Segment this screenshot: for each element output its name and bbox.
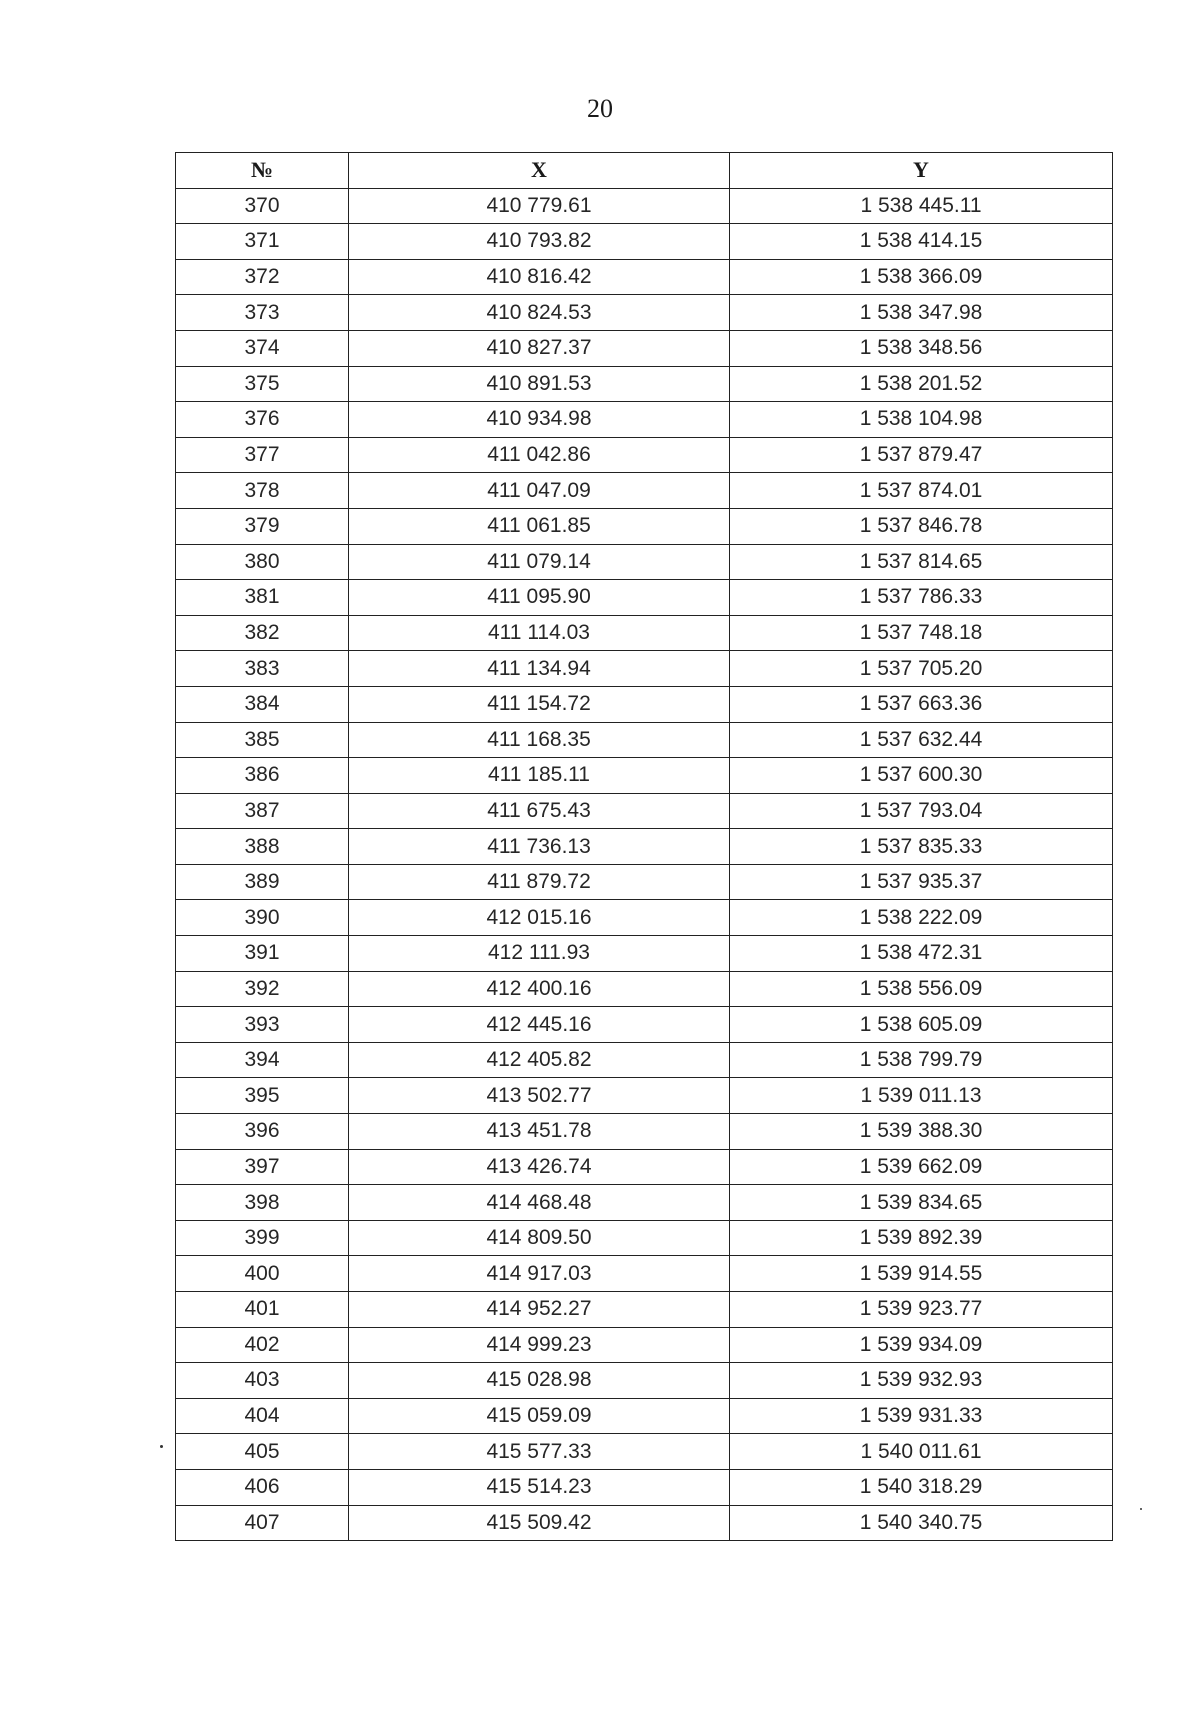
cell-number: 393 bbox=[176, 1007, 349, 1043]
cell-y: 1 538 556.09 bbox=[730, 971, 1113, 1007]
table-row bbox=[176, 1505, 1113, 1541]
cell-number: 372 bbox=[176, 259, 349, 295]
cell-number: 402 bbox=[176, 1327, 349, 1363]
cell-y: 1 537 663.36 bbox=[730, 686, 1113, 722]
cell-x: 411 042.86 bbox=[349, 437, 730, 473]
cell-x: 413 451.78 bbox=[349, 1114, 730, 1150]
cell-number: 377 bbox=[176, 437, 349, 473]
cell-y: 1 538 348.56 bbox=[730, 330, 1113, 366]
cell-x: 411 168.35 bbox=[349, 722, 730, 758]
table-row bbox=[176, 580, 1113, 616]
cell-y: 1 539 834.65 bbox=[730, 1185, 1113, 1221]
table-row bbox=[176, 971, 1113, 1007]
table-row bbox=[176, 722, 1113, 758]
cell-number: 385 bbox=[176, 722, 349, 758]
cell-x: 411 079.14 bbox=[349, 544, 730, 580]
cell-y: 1 538 222.09 bbox=[730, 900, 1113, 936]
table-row bbox=[176, 1434, 1113, 1470]
table-row bbox=[176, 1078, 1113, 1114]
cell-x: 410 793.82 bbox=[349, 224, 730, 260]
cell-number: 371 bbox=[176, 224, 349, 260]
cell-number: 400 bbox=[176, 1256, 349, 1292]
cell-number: 383 bbox=[176, 651, 349, 687]
cell-number: 401 bbox=[176, 1292, 349, 1328]
cell-x: 414 999.23 bbox=[349, 1327, 730, 1363]
table-row bbox=[176, 259, 1113, 295]
cell-x: 410 934.98 bbox=[349, 402, 730, 438]
cell-y: 1 537 793.04 bbox=[730, 793, 1113, 829]
cell-number: 405 bbox=[176, 1434, 349, 1470]
page-number: 20 bbox=[587, 94, 613, 123]
cell-y: 1 537 705.20 bbox=[730, 651, 1113, 687]
cell-y: 1 539 662.09 bbox=[730, 1149, 1113, 1185]
cell-number: 387 bbox=[176, 793, 349, 829]
cell-x: 411 047.09 bbox=[349, 473, 730, 509]
cell-y: 1 539 011.13 bbox=[730, 1078, 1113, 1114]
table-row bbox=[176, 1363, 1113, 1399]
cell-number: 403 bbox=[176, 1363, 349, 1399]
cell-x: 415 514.23 bbox=[349, 1469, 730, 1505]
cell-number: 374 bbox=[176, 330, 349, 366]
table-row bbox=[176, 508, 1113, 544]
cell-y: 1 539 892.39 bbox=[730, 1220, 1113, 1256]
table-row bbox=[176, 686, 1113, 722]
header-y: Y bbox=[730, 153, 1113, 189]
cell-x: 412 400.16 bbox=[349, 971, 730, 1007]
table-row bbox=[176, 1469, 1113, 1505]
cell-y: 1 537 786.33 bbox=[730, 580, 1113, 616]
table-row bbox=[176, 1185, 1113, 1221]
cell-x: 411 154.72 bbox=[349, 686, 730, 722]
cell-number: 390 bbox=[176, 900, 349, 936]
cell-y: 1 537 600.30 bbox=[730, 758, 1113, 794]
cell-y: 1 538 104.98 bbox=[730, 402, 1113, 438]
cell-y: 1 539 923.77 bbox=[730, 1292, 1113, 1328]
cell-y: 1 538 799.79 bbox=[730, 1042, 1113, 1078]
cell-number: 394 bbox=[176, 1042, 349, 1078]
cell-number: 373 bbox=[176, 295, 349, 331]
cell-y: 1 540 318.29 bbox=[730, 1469, 1113, 1505]
cell-x: 411 095.90 bbox=[349, 580, 730, 616]
cell-number: 397 bbox=[176, 1149, 349, 1185]
cell-x: 412 015.16 bbox=[349, 900, 730, 936]
table-row bbox=[176, 224, 1113, 260]
cell-x: 414 468.48 bbox=[349, 1185, 730, 1221]
cell-x: 412 445.16 bbox=[349, 1007, 730, 1043]
table-row bbox=[176, 473, 1113, 509]
cell-number: 392 bbox=[176, 971, 349, 1007]
table-row bbox=[176, 615, 1113, 651]
cell-x: 410 824.53 bbox=[349, 295, 730, 331]
header-number: № bbox=[176, 153, 349, 189]
cell-y: 1 540 011.61 bbox=[730, 1434, 1113, 1470]
header-x: X bbox=[349, 153, 730, 189]
cell-number: 384 bbox=[176, 686, 349, 722]
table-row bbox=[176, 793, 1113, 829]
cell-x: 411 675.43 bbox=[349, 793, 730, 829]
cell-x: 410 891.53 bbox=[349, 366, 730, 402]
cell-number: 378 bbox=[176, 473, 349, 509]
table-header-row bbox=[176, 153, 1113, 189]
table-row bbox=[176, 864, 1113, 900]
table-body bbox=[176, 188, 1113, 1541]
cell-y: 1 537 879.47 bbox=[730, 437, 1113, 473]
table-row bbox=[176, 295, 1113, 331]
table-row bbox=[176, 1220, 1113, 1256]
cell-x: 412 111.93 bbox=[349, 936, 730, 972]
table-row bbox=[176, 1149, 1113, 1185]
table-row bbox=[176, 1327, 1113, 1363]
coordinates-table bbox=[175, 152, 1113, 1541]
scan-speck bbox=[160, 1445, 163, 1448]
table-row bbox=[176, 1256, 1113, 1292]
cell-y: 1 539 934.09 bbox=[730, 1327, 1113, 1363]
cell-x: 410 816.42 bbox=[349, 259, 730, 295]
cell-number: 407 bbox=[176, 1505, 349, 1541]
table-row bbox=[176, 402, 1113, 438]
cell-x: 412 405.82 bbox=[349, 1042, 730, 1078]
cell-number: 398 bbox=[176, 1185, 349, 1221]
cell-number: 399 bbox=[176, 1220, 349, 1256]
cell-number: 391 bbox=[176, 936, 349, 972]
cell-number: 395 bbox=[176, 1078, 349, 1114]
cell-number: 379 bbox=[176, 508, 349, 544]
cell-y: 1 537 814.65 bbox=[730, 544, 1113, 580]
cell-y: 1 539 388.30 bbox=[730, 1114, 1113, 1150]
cell-y: 1 539 931.33 bbox=[730, 1398, 1113, 1434]
cell-y: 1 540 340.75 bbox=[730, 1505, 1113, 1541]
cell-x: 411 114.03 bbox=[349, 615, 730, 651]
cell-x: 414 952.27 bbox=[349, 1292, 730, 1328]
table-row bbox=[176, 437, 1113, 473]
cell-number: 382 bbox=[176, 615, 349, 651]
cell-x: 411 879.72 bbox=[349, 864, 730, 900]
cell-x: 411 736.13 bbox=[349, 829, 730, 865]
cell-x: 410 827.37 bbox=[349, 330, 730, 366]
cell-y: 1 538 347.98 bbox=[730, 295, 1113, 331]
cell-x: 415 577.33 bbox=[349, 1434, 730, 1470]
table-row bbox=[176, 366, 1113, 402]
cell-number: 375 bbox=[176, 366, 349, 402]
cell-y: 1 538 201.52 bbox=[730, 366, 1113, 402]
cell-x: 410 779.61 bbox=[349, 188, 730, 224]
cell-x: 411 185.11 bbox=[349, 758, 730, 794]
cell-y: 1 538 366.09 bbox=[730, 259, 1113, 295]
cell-x: 415 509.42 bbox=[349, 1505, 730, 1541]
table-row bbox=[176, 544, 1113, 580]
table-row bbox=[176, 900, 1113, 936]
table-row bbox=[176, 651, 1113, 687]
cell-number: 396 bbox=[176, 1114, 349, 1150]
cell-y: 1 538 414.15 bbox=[730, 224, 1113, 260]
cell-y: 1 537 748.18 bbox=[730, 615, 1113, 651]
cell-y: 1 537 935.37 bbox=[730, 864, 1113, 900]
table-row bbox=[176, 1007, 1113, 1043]
cell-y: 1 537 835.33 bbox=[730, 829, 1113, 865]
cell-y: 1 538 445.11 bbox=[730, 188, 1113, 224]
cell-number: 370 bbox=[176, 188, 349, 224]
cell-y: 1 537 846.78 bbox=[730, 508, 1113, 544]
table-row bbox=[176, 758, 1113, 794]
table-row bbox=[176, 829, 1113, 865]
table-row bbox=[176, 1292, 1113, 1328]
cell-y: 1 537 632.44 bbox=[730, 722, 1113, 758]
table-row bbox=[176, 330, 1113, 366]
cell-number: 388 bbox=[176, 829, 349, 865]
cell-number: 386 bbox=[176, 758, 349, 794]
table-row bbox=[176, 1114, 1113, 1150]
cell-number: 376 bbox=[176, 402, 349, 438]
table-row bbox=[176, 1398, 1113, 1434]
cell-number: 381 bbox=[176, 580, 349, 616]
cell-x: 414 917.03 bbox=[349, 1256, 730, 1292]
cell-x: 411 134.94 bbox=[349, 651, 730, 687]
cell-x: 414 809.50 bbox=[349, 1220, 730, 1256]
scan-speck bbox=[1140, 1508, 1142, 1510]
cell-x: 415 059.09 bbox=[349, 1398, 730, 1434]
table-row bbox=[176, 936, 1113, 972]
cell-number: 389 bbox=[176, 864, 349, 900]
cell-number: 404 bbox=[176, 1398, 349, 1434]
cell-y: 1 538 472.31 bbox=[730, 936, 1113, 972]
table-row bbox=[176, 1042, 1113, 1078]
cell-x: 411 061.85 bbox=[349, 508, 730, 544]
cell-y: 1 538 605.09 bbox=[730, 1007, 1113, 1043]
cell-number: 406 bbox=[176, 1469, 349, 1505]
cell-number: 380 bbox=[176, 544, 349, 580]
cell-y: 1 539 932.93 bbox=[730, 1363, 1113, 1399]
table-row bbox=[176, 188, 1113, 224]
cell-y: 1 537 874.01 bbox=[730, 473, 1113, 509]
cell-x: 413 426.74 bbox=[349, 1149, 730, 1185]
cell-x: 415 028.98 bbox=[349, 1363, 730, 1399]
cell-y: 1 539 914.55 bbox=[730, 1256, 1113, 1292]
cell-x: 413 502.77 bbox=[349, 1078, 730, 1114]
